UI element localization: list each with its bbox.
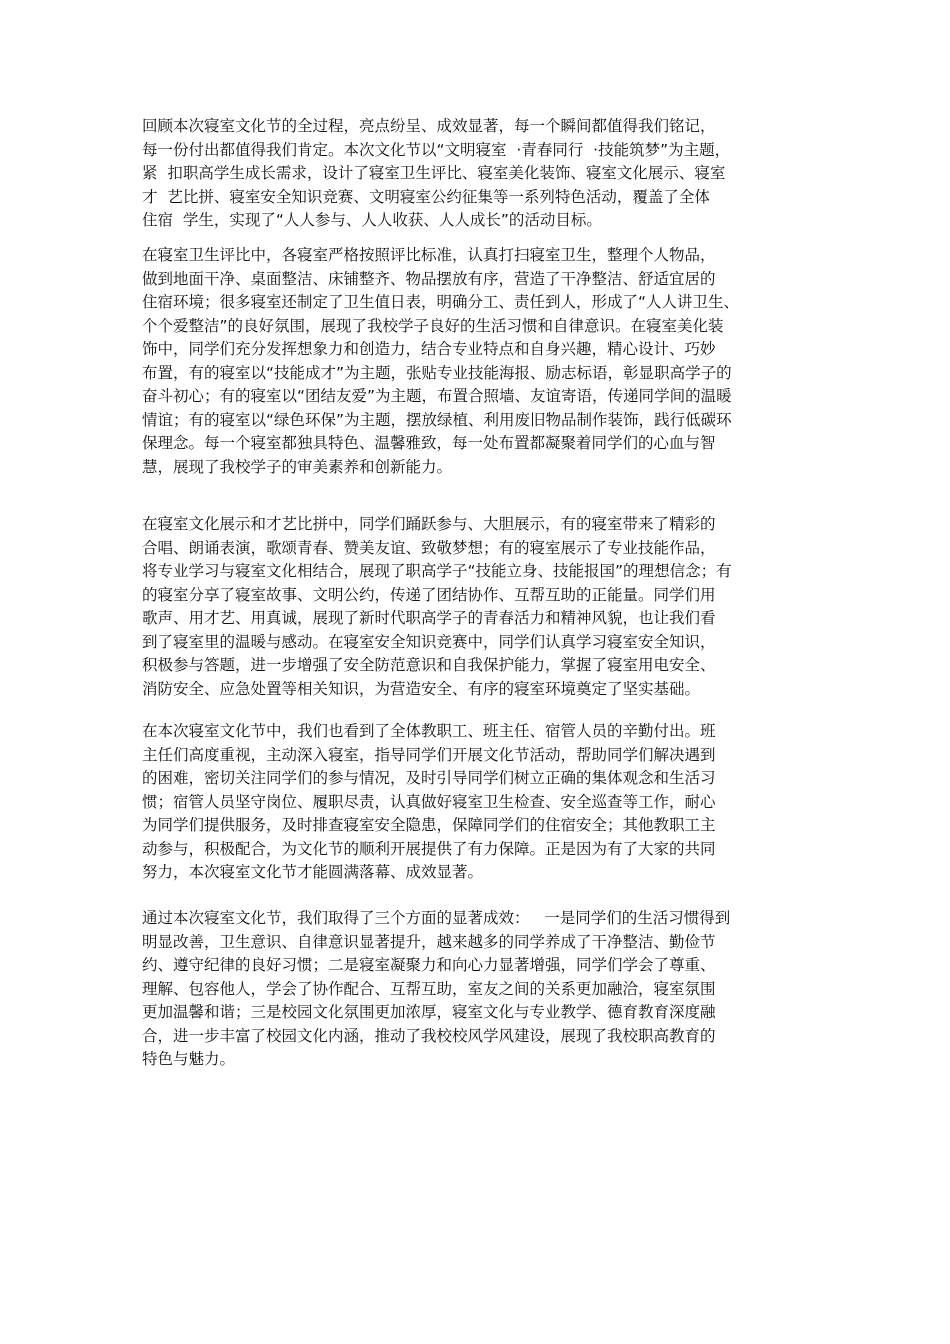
text-line: 每一份付出都值得我们肯定。本次文化节以“文明寝室 ·青春同行 ·技能筑梦”为主题， bbox=[142, 140, 731, 159]
text-line: 的困难，密切关注同学们的参与情况，及时引导同学们树立正确的集体观念和生活习 bbox=[142, 769, 716, 787]
text-line: 到了寝室里的温暖与感动。在寝室安全知识竞赛中，同学们认真学习寝室安全知识， bbox=[142, 632, 716, 651]
text-line: 为同学们提供服务，及时排查寝室安全隐患，保障同学们的住宿安全；其他教职工主 bbox=[142, 816, 716, 834]
text-line: 约、遵守纪律的良好习惯；二是寝室凝聚力和向心力显著增强，同学们学会了尊重、 bbox=[142, 956, 716, 974]
paragraph-summary bbox=[142, 115, 822, 233]
text-line: 做到地面干净、桌面整洁、床铺整齐、物品摆放有序，营造了干净整洁、舒适宜居的 bbox=[142, 269, 716, 288]
text-line: 消防安全、应急处置等相关知识，为营造安全、有序的寝室环境奠定了坚实基础。 bbox=[142, 679, 701, 698]
text-line: 在寝室卫生评比中，各寝室严格按照评比标准，认真打扫寝室卫生，整理个人物品， bbox=[142, 246, 716, 264]
paragraph-staff-support bbox=[142, 720, 822, 885]
text-line: 在寝室文化展示和才艺比拼中，同学们踊跃参与、大胆展示，有的寝室带来了精彩的 bbox=[142, 515, 716, 533]
text-line: 特色与魅力。 bbox=[142, 1050, 236, 1068]
text-line: 更加温馨和谐；三是校园文化氛围更加浓厚，寝室文化与专业教学、德育教育深度融 bbox=[142, 1003, 716, 1021]
text-line: 惯；宿管人员坚守岗位、履职尽责，认真做好寝室卫生检查、安全巡查等工作，耐心 bbox=[142, 792, 716, 811]
paragraph-culture-talent bbox=[142, 513, 822, 701]
text-line: 紧 扣职高学生成长需求，设计了寝室卫生评比、寝室美化装饰、寝室文化展示、寝室 bbox=[142, 164, 726, 182]
text-line: 奋斗初心；有的寝室以“团结友爱”为主题，布置合照墙、友谊寄语，传递同学间的温暖 bbox=[142, 387, 732, 405]
text-line: 合，进一步丰富了校园文化内涵，推动了我校校风学风建设，展现了我校职高教育的 bbox=[142, 1026, 716, 1045]
text-line: 个个爱整洁”的良好氛围，展现了我校学子良好的生活习惯和自律意识。在寝室美化装 bbox=[142, 316, 724, 335]
text-line: 的寝室分享了寝室故事、文明公约，传递了团结协作、互帮互助的正能量。同学们用 bbox=[142, 585, 716, 604]
text-line: 保理念。每一个寝室都独具特色、温馨雅致，每一处布置都凝聚着同学们的心血与智 bbox=[142, 434, 716, 452]
text-line: 才 艺比拼、寝室安全知识竞赛、文明寝室公约征集等一系列特色活动，覆盖了全体 bbox=[142, 187, 710, 206]
text-line: 回顾本次寝室文化节的全过程，亮点纷呈、成效显著，每一个瞬间都值得我们铭记， bbox=[142, 117, 716, 135]
text-line: 将专业学习与寝室文化相结合，展现了职高学子“技能立身、技能报国”的理想信念；有 bbox=[142, 562, 732, 580]
paragraph-achievements bbox=[142, 907, 822, 1072]
text-line: 积极参与答题，进一步增强了安全防范意识和自我保护能力，掌握了寝室用电安全、 bbox=[142, 656, 716, 674]
text-line: 饰中，同学们充分发挥想象力和创造力，结合专业特点和自身兴趣，精心设计、巧妙 bbox=[142, 340, 716, 358]
text-line: 动参与，积极配合，为文化节的顺利开展提供了有力保障。正是因为有了大家的共同 bbox=[142, 839, 716, 858]
text-line: 主任们高度重视，主动深入寝室，指导同学们开展文化节活动，帮助同学们解决遇到 bbox=[142, 745, 716, 764]
text-line: 在本次寝室文化节中，我们也看到了全体教职工、班主任、宿管人员的辛勤付出。班 bbox=[142, 722, 716, 740]
text-line: 布置，有的寝室以“技能成才”为主题，张贴专业技能海报、励志标语，彰显职高学子的 bbox=[142, 363, 732, 382]
text-line: 住宿环境；很多寝室还制定了卫生值日表，明确分工、责任到人，形成了“人人讲卫生、 bbox=[142, 293, 740, 311]
text-line: 明显改善，卫生意识、自律意识显著提升，越来越多的同学养成了干净整洁、勤俭节 bbox=[142, 932, 716, 951]
text-line: 住宿 学生，实现了“人人参与、人人收获、人人成长”的活动目标。 bbox=[142, 211, 602, 229]
text-line: 通过本次寝室文化节，我们取得了三个方面的显著成效： 一是同学们的生活习惯得到 bbox=[142, 909, 731, 927]
paragraph-hygiene-decoration bbox=[142, 244, 822, 479]
text-line: 合唱、朗诵表演，歌颂青春、赞美友谊、致敬梦想；有的寝室展示了专业技能作品， bbox=[142, 538, 716, 557]
text-line: 努力，本次寝室文化节才能圆满落幕、成效显著。 bbox=[142, 863, 484, 881]
text-line: 情谊；有的寝室以“绿色环保”为主题，摆放绿植、利用废旧物品制作装饰，践行低碳环 bbox=[142, 410, 732, 429]
text-line: 慧，展现了我校学子的审美素养和创新能力。 bbox=[142, 457, 453, 476]
text-line: 理解、包容他人，学会了协作配合、互帮互助，室友之间的关系更加融洽，寝室氛围 bbox=[142, 979, 716, 998]
text-line: 歌声、用才艺、用真诚，展现了新时代职高学子的青春活力和精神风貌，也让我们看 bbox=[142, 609, 716, 627]
